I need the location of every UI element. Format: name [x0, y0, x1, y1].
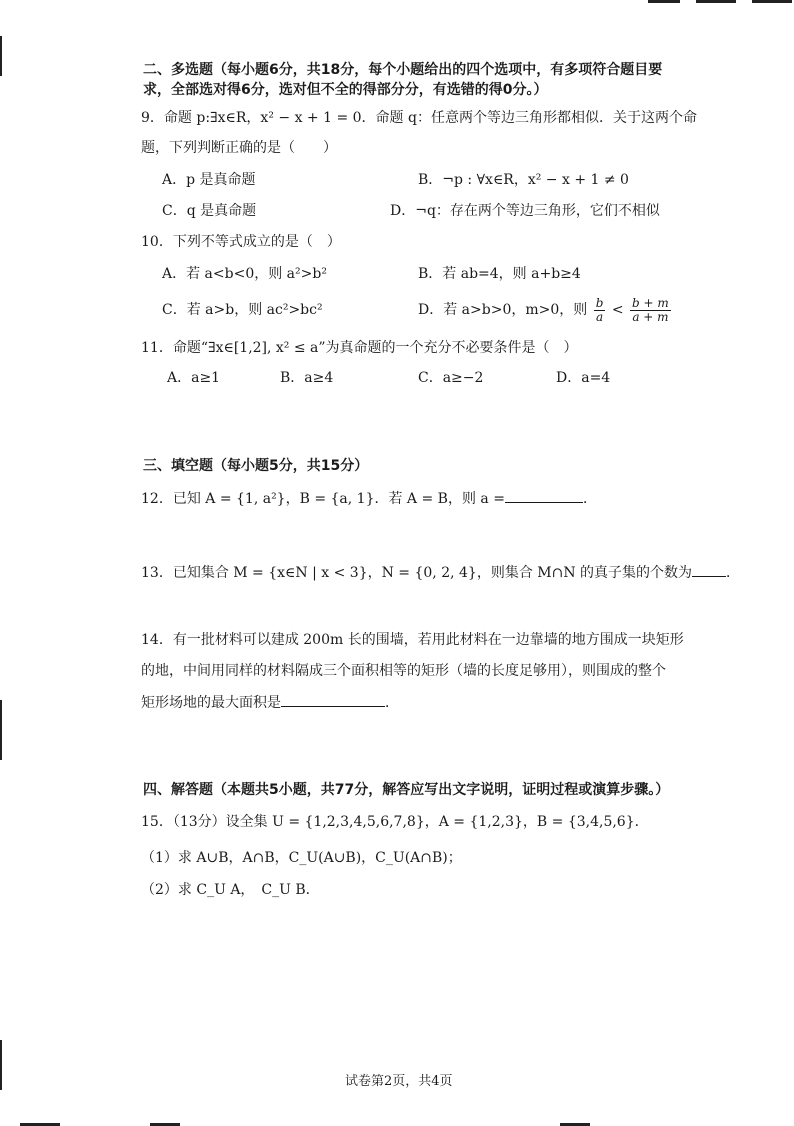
q10-option-b: B．若 ab=4，则 a+b≥4 [418, 266, 581, 282]
q11-stem: 11．命题“∃x∈[1,2], x² ≤ a”为真命题的一个充分不必要条件是（ ） [141, 340, 578, 356]
q9-stem-line1: 9．命题 p:∃x∈R，x² − x + 1 = 0．命题 q：任意两个等边三角形都相似．关于这两个命 [141, 110, 697, 126]
q12-answer-blank[interactable] [505, 488, 583, 503]
q14-line1: 14．有一批材料可以建成 200m 长的围墙，若用此材料在一边靠墙的地方围成一块矩形 [141, 632, 684, 648]
q11-option-b: B．a≥4 [280, 370, 334, 386]
q10-fraction1-numerator: b [595, 295, 604, 310]
q14-answer-blank[interactable] [281, 692, 385, 707]
q10-option-d-prefix: D．若 a>b>0，m>0，则 [418, 302, 588, 318]
q15-part1: （1）求 A∪B，A∩B，C_U(A∪B)，C_U(A∩B)； [141, 850, 462, 866]
q13-end: ． [726, 565, 741, 581]
q12-stem: 12．已知 A = {1, a²}，B = {a, 1}．若 A = B，则 a = [141, 491, 505, 507]
q11-option-d: D．a=4 [556, 370, 611, 386]
q10-option-d [418, 293, 673, 327]
q15-part2: （2）求 C_U A， C_U B． [141, 882, 320, 898]
q13-answer-blank[interactable] [692, 562, 726, 577]
q14-line2: 的地，中间用同样的材料隔成三个面积相等的矩形（墙的长度足够用），则围成的整个 [141, 663, 666, 679]
scan-mark-left-2 [0, 700, 2, 760]
q12-line [141, 488, 597, 509]
q10-fraction-bm-over-am [630, 297, 671, 324]
q10-less-than: < [611, 302, 624, 318]
q13-stem: 13．已知集合 M = {x∈N | x < 3}，N = {0, 2, 4}，则集合 M∩N 的真子集的个数为 [141, 565, 693, 581]
q9-option-a: A．p 是真命题 [162, 172, 256, 188]
q10-option-a: A．若 a<b<0，则 a²>b² [162, 266, 327, 282]
section2-header-line1: 二、多选题（每小题6分，共18分，每个小题给出的四个选项中，有多项符合题目要 [143, 62, 663, 78]
section3-header: 三、填空题（每小题5分，共15分） [143, 458, 369, 474]
q10-fraction-b-over-a [594, 297, 606, 324]
q10-fraction2-numerator: b + m [632, 295, 669, 310]
scan-mark-top-right-1 [648, 0, 680, 3]
q10-fraction2-denominator: a + m [632, 309, 669, 324]
q15-stem: 15．（13分）设全集 U = {1,2,3,4,5,6,7,8}，A = {1,2,3}，B = {3,4,5,6}． [141, 814, 649, 830]
q10-fraction1-denominator: a [595, 309, 604, 324]
q11-option-c: C．a≥−2 [418, 370, 484, 386]
scan-mark-left-3 [0, 1040, 2, 1090]
q13-line [141, 562, 740, 583]
section4-header: 四、解答题（本题共5小题，共77分，解答应写出文字说明，证明过程或演算步骤。） [143, 782, 670, 798]
page-footer: 试卷第2页，共4页 [345, 1074, 453, 1089]
scan-mark-top-right-3 [752, 0, 792, 3]
q14-line3 [141, 692, 399, 713]
q9-option-c: C．q 是真命题 [162, 203, 257, 219]
section2-header-line2: 求，全部选对得6分，选对但不全的得部分分，有选错的得0分。） [143, 82, 548, 98]
q12-end: ． [582, 491, 597, 507]
q14-end: ． [385, 695, 399, 711]
q9-stem-line2: 题，下列判断正确的是（ ） [141, 140, 337, 156]
scan-mark-top-right-2 [696, 0, 736, 3]
q14-stem-end: 矩形场地的最大面积是 [141, 695, 281, 711]
scan-mark-left-1 [0, 36, 2, 76]
q11-option-a: A．a≥1 [167, 370, 221, 386]
q9-option-d: D．¬q：存在两个等边三角形，它们不相似 [390, 203, 660, 219]
q10-option-c: C．若 a>b，则 ac²>bc² [162, 302, 323, 318]
q10-stem: 10．下列不等式成立的是（ ） [141, 234, 341, 250]
q9-option-b: B．¬p : ∀x∈R，x² − x + 1 ≠ 0 [418, 172, 629, 188]
